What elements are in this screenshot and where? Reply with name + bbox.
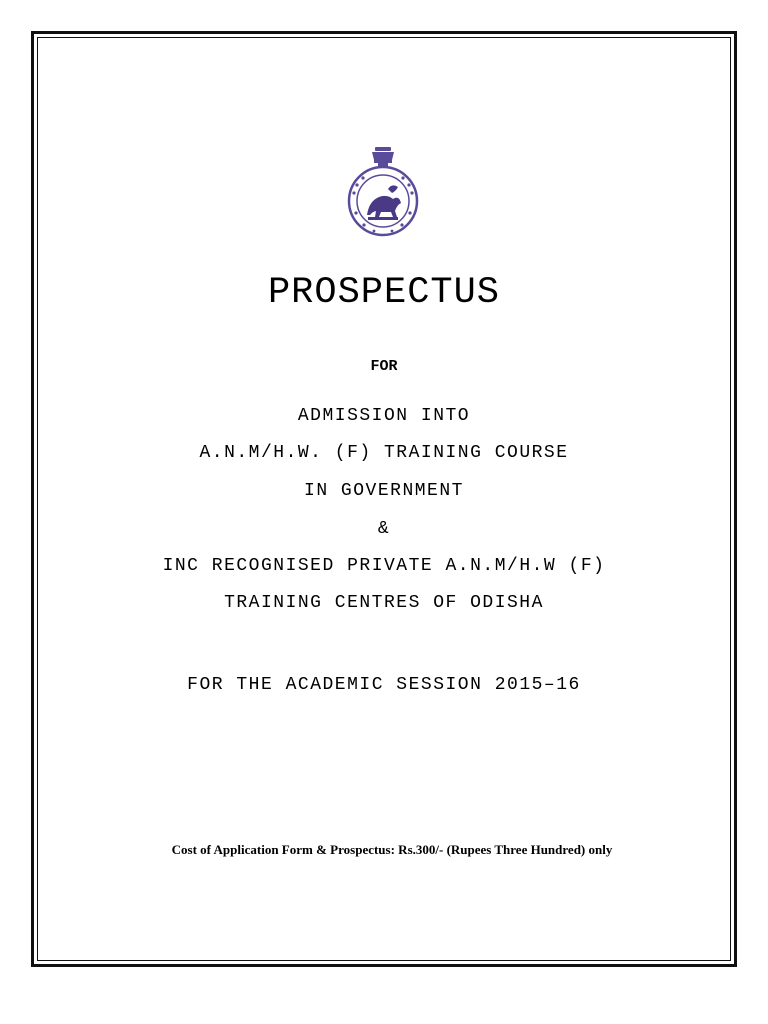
for-label: FOR [370, 358, 398, 375]
subtitle-line: INC RECOGNISED PRIVATE A.N.M/H.W (F) [162, 556, 606, 576]
academic-session: FOR THE ACADEMIC SESSION 2015–16 [187, 675, 581, 695]
subtitle-line: TRAINING CENTRES OF ODISHA [224, 593, 544, 613]
subtitle-line: A.N.M/H.W. (F) TRAINING COURSE [199, 443, 569, 463]
cost-note: Cost of Application Form & Prospectus: Rs.300/- (Rupees Three Hundred) only [171, 842, 613, 857]
subtitle-line: IN GOVERNMENT [304, 481, 464, 501]
page-title: PROSPECTUS [267, 272, 501, 314]
odisha-state-emblem-icon [334, 145, 432, 241]
subtitle-line: & [377, 519, 391, 539]
subtitle-line: ADMISSION INTO [297, 406, 471, 426]
